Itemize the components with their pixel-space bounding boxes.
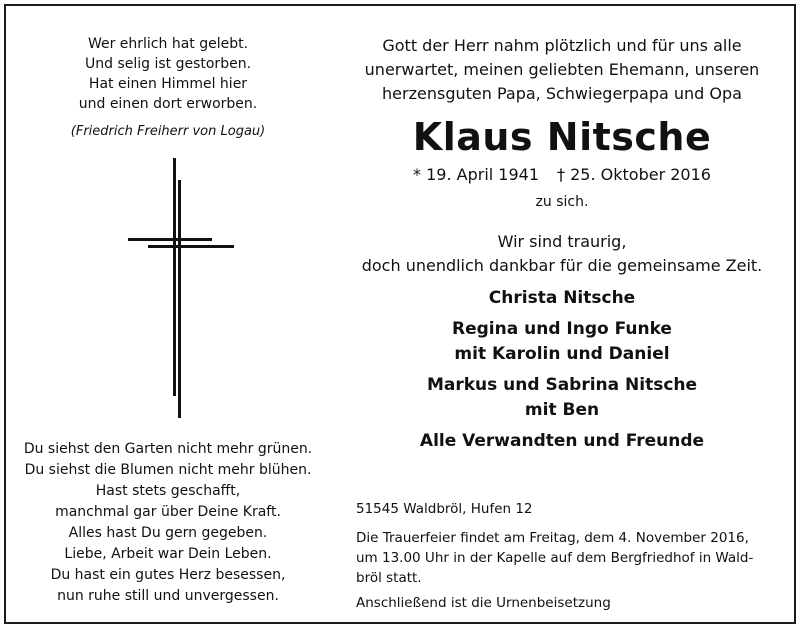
deceased-name: Klaus Nitsche [412,115,712,159]
poem-bottom-line: Du siehst den Garten nicht mehr grünen. [23,441,313,457]
urn-burial-note: Anschließend ist die Urnenbeisetzung [356,595,611,611]
funeral-details [356,499,786,613]
funeral-line: Die Trauerfeier findet am Freitag, dem 4. November 2016, [356,530,749,546]
poem-bottom-line: manchmal gar über Deine Kraft. [55,504,281,520]
mourner-line: Markus und Sabrina Nitsche [426,375,698,395]
poem-top-line: und einen dort erworben. [78,96,258,112]
address: 51545 Waldbröl, Hufen 12 [356,501,533,517]
cross-horizontal-line [128,238,212,241]
poem-top-line: Wer ehrlich hat gelebt. [87,36,249,52]
poem-bottom-line: Du hast ein gutes Herz besessen, [50,567,286,583]
left-column [6,6,330,622]
intro-text [330,34,794,106]
life-dates [330,164,794,186]
poem-attribution: (Friedrich Freiherr von Logau) [70,124,266,139]
poem-top-line: Und selig ist gestorben. [84,56,252,72]
mourners-list [330,286,794,460]
poem-bottom-line: Alles hast Du gern gegeben. [68,525,268,541]
mourner-line: Regina und Ingo Funke [452,319,672,339]
intro-line: unerwartet, meinen geliebten Ehemann, unseren [364,60,760,79]
poem-bottom-line: nun ruhe still und unvergessen. [57,588,279,604]
mourning-statement [330,230,794,278]
cross-vertical-line [173,158,176,396]
poem-top-line: Hat einen Himmel hier [88,76,248,92]
intro-line: Gott der Herr nahm plötzlich und für uns alle [382,36,742,55]
poem-bottom [6,439,330,607]
funeral-line: um 13.00 Uhr in der Kapelle auf dem Bergfriedhof in Wald- [356,550,754,566]
poem-bottom-line: Hast stets geschafft, [95,483,241,499]
intro-line: herzensguten Papa, Schwiegerpapa und Opa [382,84,742,103]
right-column [330,6,794,622]
birth-date: * 19. April 1941 [413,165,540,184]
zu-sich-text: zu sich. [535,194,589,210]
poem-bottom-line: Du siehst die Blumen nicht mehr blühen. [24,462,312,478]
cross-vertical-line [178,180,181,418]
mourner-group [330,373,794,423]
mourner-group [330,317,794,367]
mourner-line: Christa Nitsche [488,288,636,308]
funeral-line: bröl statt. [356,570,422,586]
death-date: † 25. Oktober 2016 [557,165,711,184]
cross-horizontal-line [148,245,234,248]
mourner-line: mit Ben [524,400,600,420]
mourner-group [330,286,794,311]
obituary-frame [4,4,796,624]
mourner-line: Alle Verwandten und Freunde [419,431,705,451]
mourner-group [330,429,794,454]
mourner-line: mit Karolin und Daniel [454,344,670,364]
poem-bottom-line: Liebe, Arbeit war Dein Leben. [64,546,272,562]
mourning-line: doch unendlich dankbar für die gemeinsame Zeit. [361,256,763,275]
mourning-line: Wir sind traurig, [497,232,627,251]
